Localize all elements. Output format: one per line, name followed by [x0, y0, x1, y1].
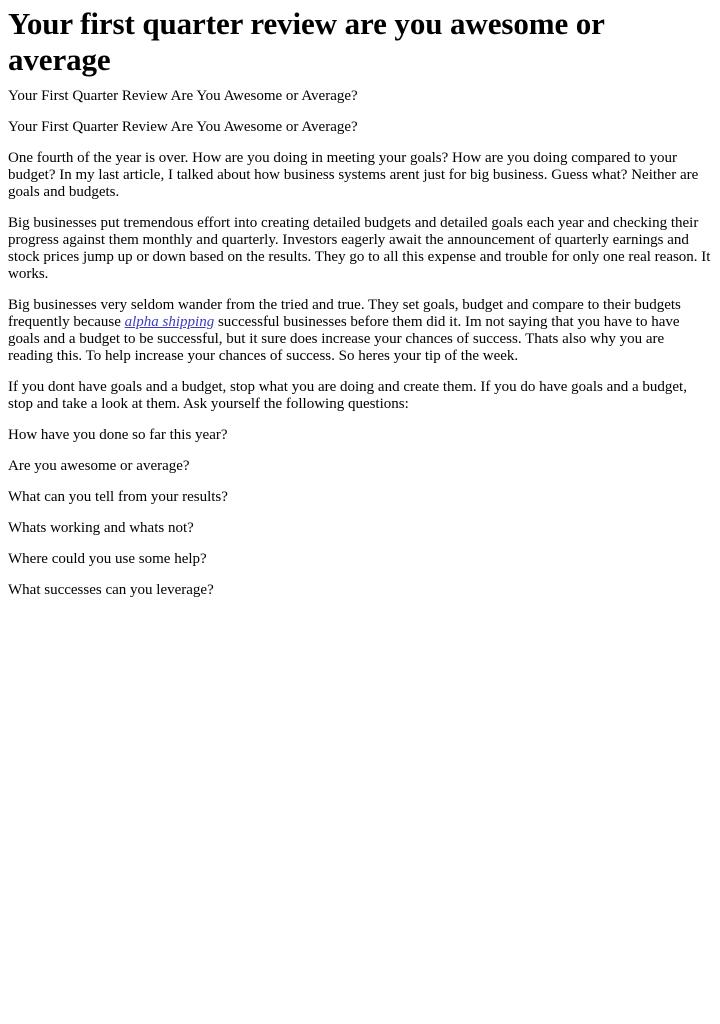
- subtitle-line: Your First Quarter Review Are You Awesome or Average?: [8, 119, 358, 135]
- subtitle-line: Your First Quarter Review Are You Awesome or Average?: [8, 88, 358, 104]
- body-paragraph: If you dont have goals and a budget, stop what you are doing and create them. If you do have goals and a budget, stop and take a look at them. Ask yourself the following questions:: [8, 379, 687, 412]
- question-item: Where could you use some help?: [8, 551, 207, 567]
- question-item: How have you done so far this year?: [8, 427, 228, 443]
- article-page: [0, 6, 720, 599]
- question-item: Are you awesome or average?: [8, 458, 190, 474]
- body-paragraph: One fourth of the year is over. How are you doing in meeting your goals? How are you doing compared to your budget? In my last article, I talked about how business systems arent just for big business. Guess what? Neither are goals and budgets.: [8, 150, 699, 200]
- body-paragraph: Big businesses put tremendous effort into creating detailed budgets and detailed goals each year and checking their progress against them monthly and quarterly. Investors eagerly await the announcement of quarterly earnings and stock prices jump up or down based on the results. They go to all this expense and trouble for only one real reason. It works.: [8, 215, 711, 282]
- page-title: Your first quarter review are you awesome or average: [8, 6, 605, 77]
- body-paragraph: [8, 297, 712, 365]
- question-item: What can you tell from your results?: [8, 489, 228, 505]
- paragraph-text: Big businesses very seldom wander from the tried and true. They set goals, budget and compare to their budgets frequently because: [8, 297, 681, 330]
- question-item: Whats working and whats not?: [8, 520, 194, 536]
- paragraph-text: successful businesses before them did it. Im not saying that you have to have goals and a budget to be successful, but it sure does increase your chances of success. Thats also why you are reading this. To help increase your chances of success. So heres your tip of the week.: [8, 314, 680, 364]
- question-item: What successes can you leverage?: [8, 582, 214, 598]
- alpha-shipping-link[interactable]: alpha shipping: [124, 314, 215, 330]
